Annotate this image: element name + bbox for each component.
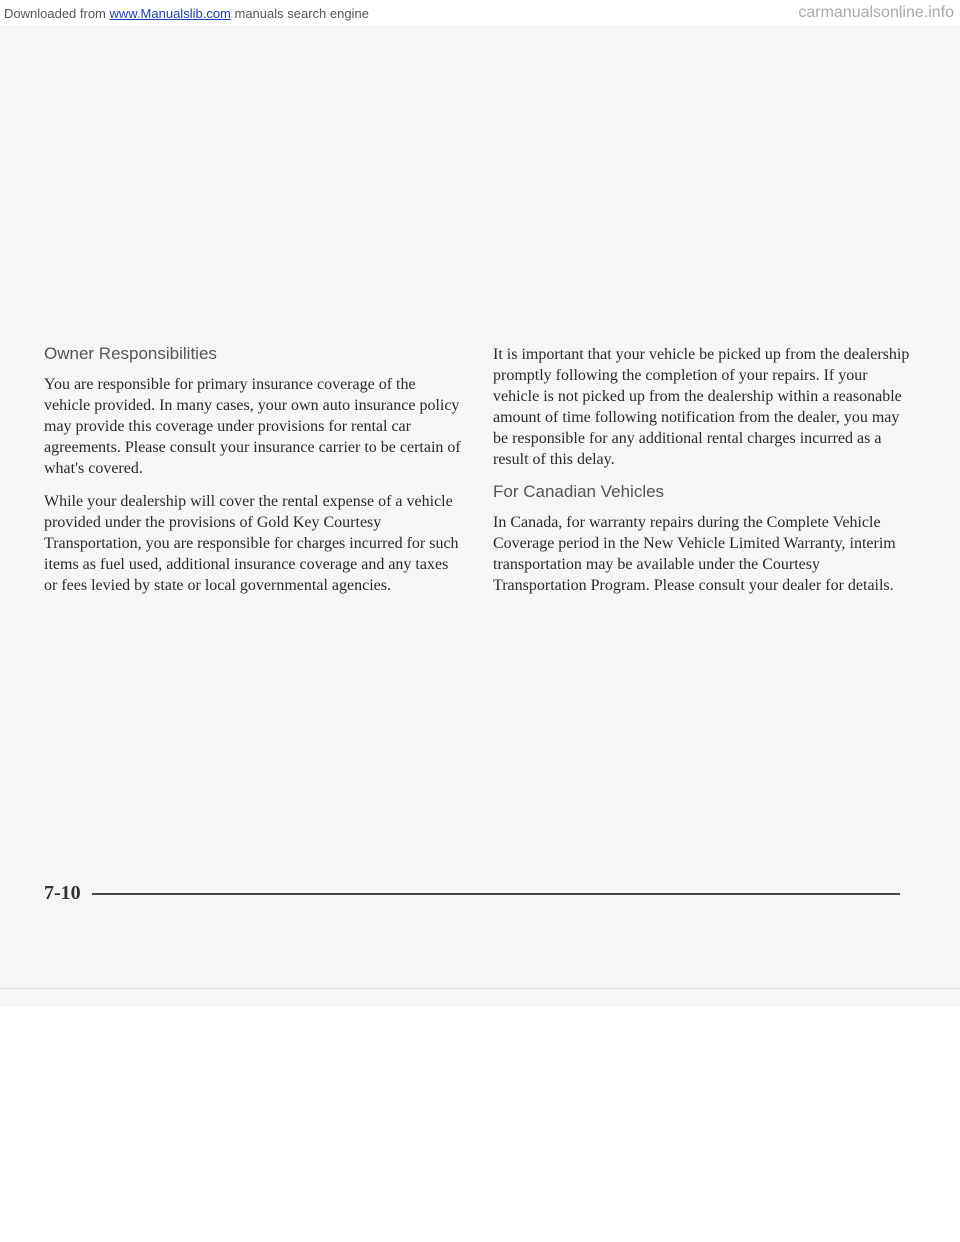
watermark-text: carmanualsonline.info [798, 4, 954, 21]
blank-margin [0, 1006, 960, 1242]
download-banner [0, 0, 960, 26]
section-heading-canadian-vehicles: For Canadian Vehicles [493, 482, 665, 501]
section-heading-owner-responsibilities: Owner Responsibilities [44, 344, 217, 363]
download-notice [4, 6, 369, 21]
paragraph-canada: In Canada, for warranty repairs during the Complete Vehicle Coverage period in the New Vehicle Limited Warranty, interim transportation may be available under the Courtesy Transportation Program. Please consult your dealer for details. [493, 514, 896, 594]
paragraph-rental-expense: While your dealership will cover the rental expense of a vehicle provided under the provisions of Gold Key Courtesy Transportation, you are responsible for charges incurred for such items as fuel used, additional insurance coverage and any taxes or fees levied by state or local governmental agencies. [44, 493, 459, 594]
manual-page [0, 26, 960, 1006]
left-column [44, 344, 464, 608]
download-prefix: Downloaded from [4, 6, 110, 21]
page-number: 7-10 [44, 882, 81, 904]
paragraph-pickup: It is important that your vehicle be picked up from the dealership promptly following the completion of your repairs. If your vehicle is not picked up from the dealership within a reasonable amount of time following notification from the dealer, you may be responsible for any additional rental charges incurred as a result of this delay. [493, 346, 910, 468]
footer-rule [92, 893, 900, 895]
page-footer [44, 882, 900, 912]
scan-divider [0, 988, 960, 989]
paragraph-insurance: You are responsible for primary insurance coverage of the vehicle provided. In many cases, your own auto insurance policy may provide this coverage under provisions for rental car agreements. Please consult your insurance carrier to be certain of what's covered. [44, 376, 461, 477]
right-column [493, 344, 913, 608]
download-suffix: manuals search engine [230, 6, 369, 21]
manualslib-link[interactable]: www.Manualslib.com [109, 6, 231, 21]
